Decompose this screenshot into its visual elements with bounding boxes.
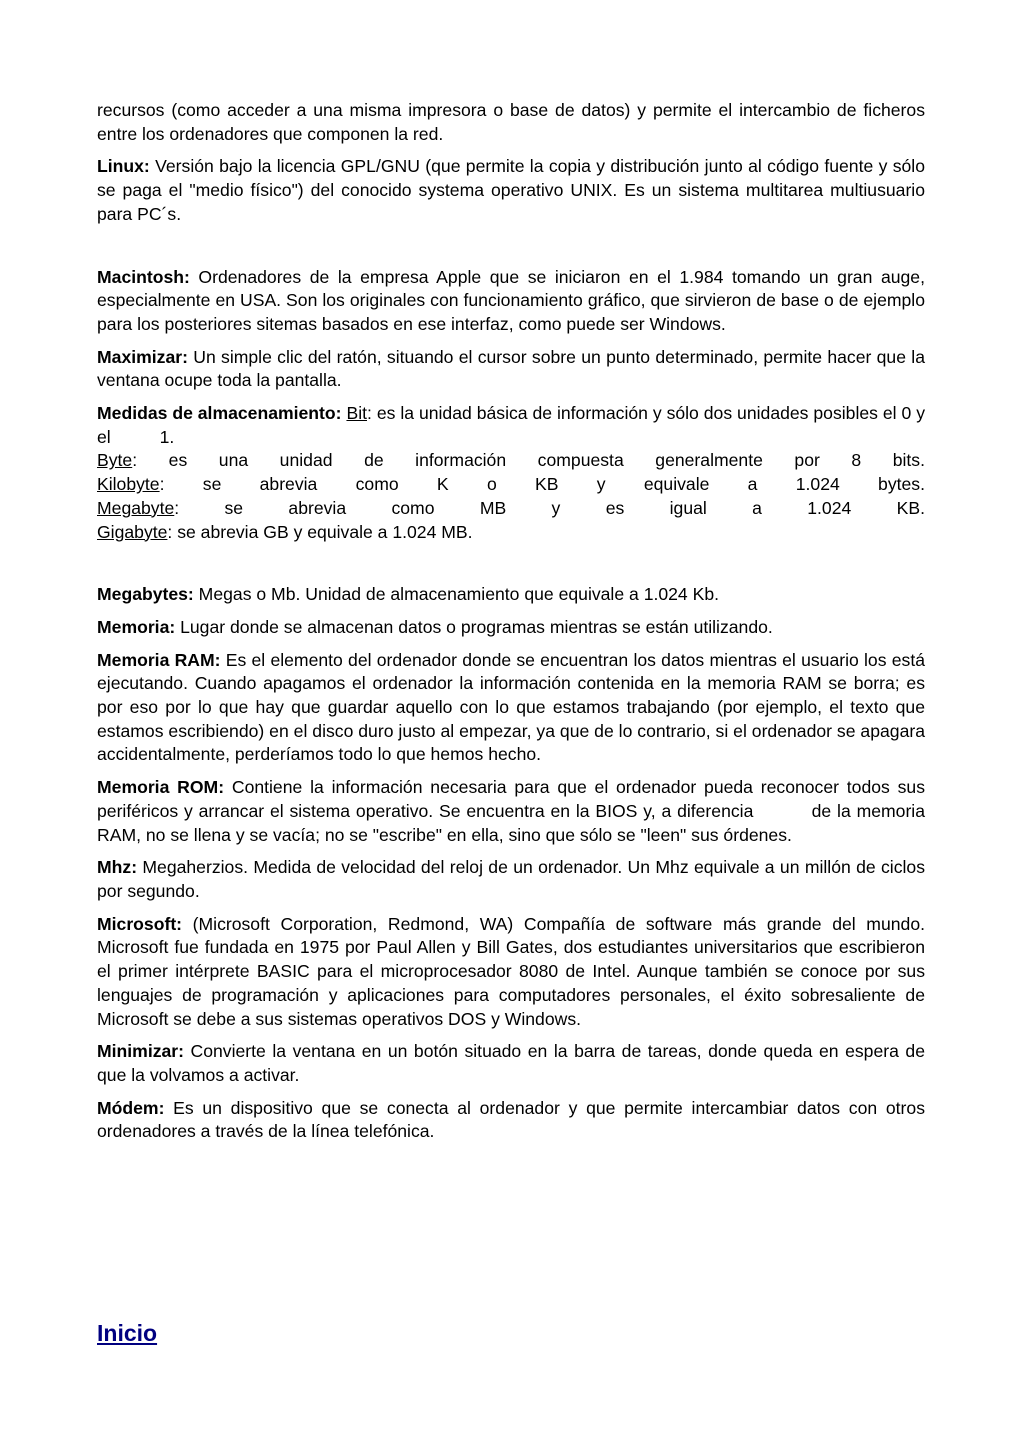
- entry-definition: Un simple clic del ratón, situando el cursor sobre un punto determinado, permite hacer que la ventana ocupe toda la pantalla.: [97, 346, 925, 391]
- entry-term: Mhz:: [97, 857, 138, 878]
- entry-term: Memoria:: [97, 616, 176, 637]
- entry-memoria-ram: [97, 649, 925, 768]
- entry-macintosh: [97, 266, 925, 337]
- entry-medidas: [97, 402, 930, 544]
- entry-memoria-rom: [97, 776, 930, 847]
- unit-gigabyte-def: : se abrevia GB y equivale a 1.024 MB.: [167, 521, 473, 542]
- entry-maximizar: [97, 346, 925, 393]
- entry-term: Módem:: [97, 1097, 165, 1118]
- entry-definition: Lugar donde se almacenan datos o programas mientras se están utilizando.: [175, 616, 773, 637]
- entry-mhz: [97, 856, 925, 903]
- entry-minimizar: [97, 1040, 925, 1087]
- unit-megabyte-def: : se abrevia como MB y es igual a 1.024 KB.: [174, 497, 925, 518]
- entry-term: Memoria ROM:: [97, 777, 225, 798]
- entry-definition: Versión bajo la licencia GPL/GNU (que permite la copia y distribución junto al código fuente y sólo se paga el "medio físico") del conocido systema operativo UNIX. Es un sistema multitarea multiusuario para PC´s.: [97, 156, 925, 224]
- entry-term: Linux:: [97, 156, 150, 177]
- unit-byte-line: [97, 449, 925, 473]
- entry-definition: Es el elemento del ordenador donde se encuentran los datos mientras el usuario los está ejecutando. Cuando apagamos el ordenador la información contenida en la memoria RAM se borra; es por eso por lo que hay que guardar aquello con lo que estamos trabajando (por ejemplo, el texto que estamos escribiendo) en el disco duro justo al empezar, ya que de lo contrario, si el ordenador se apagara accidentalmente, perderíamos todo lo que hemos hecho.: [97, 649, 925, 765]
- home-link[interactable]: Inicio: [97, 1320, 158, 1346]
- intro-text: recursos (como acceder a una misma impresora o base de datos) y permite el intercambio de ficheros entre los ordenadores que componen la red.: [97, 100, 925, 144]
- unit-megabyte-line: [97, 497, 925, 521]
- intro-paragraph: [97, 99, 925, 146]
- entry-definition: Es un dispositivo que se conecta al ordenador y que permite intercambiar datos con otros ordenadores a través de la línea telefónica.: [97, 1097, 925, 1142]
- entry-term: Macintosh:: [97, 266, 190, 287]
- unit-gigabyte-line: [97, 521, 925, 545]
- entry-definition: Megaherzios. Medida de velocidad del reloj de un ordenador. Un Mhz equivale a un millón de ciclos por segundo.: [97, 857, 925, 901]
- entry-memoria: [97, 616, 925, 640]
- entry-definition: Megas o Mb. Unidad de almacenamiento que equivale a 1.024 Kb.: [193, 584, 720, 605]
- entry-term: Minimizar:: [97, 1041, 184, 1062]
- entry-microsoft: [97, 913, 925, 1032]
- entry-definition: Ordenadores de la empresa Apple que se iniciaron en el 1.984 tomando un gran auge, especialmente en USA. Son los originales con funcionamiento gráfico, que sirvieron de base o de ejemplo para los posteriores sitemas basados en ese interfaz, como puede ser Windows.: [97, 266, 925, 334]
- unit-gigabyte-label: Gigabyte: [97, 521, 168, 542]
- entry-term: Medidas de almacenamiento:: [97, 403, 342, 424]
- entry-linux: [97, 155, 925, 226]
- unit-kilobyte-label: Kilobyte: [97, 474, 160, 495]
- unit-megabyte-label: Megabyte: [97, 497, 175, 518]
- entry-definition: Convierte la ventana en un botón situado en la barra de tareas, donde queda en espera de que la volvamos a activar.: [97, 1041, 925, 1085]
- unit-kilobyte-def: : se abrevia como K o KB y equivale a 1.024 bytes.: [159, 474, 925, 495]
- entry-term: Maximizar:: [97, 346, 188, 367]
- entry-definition: Contiene la información necesaria para que el ordenador pueda reconocer todos sus periféricos y arrancar el sistema operativo. Se encuentra en la BIOS y, a diferencia de la memoria RAM, no se llena y se vacía; no se "escribe" en ella, sino que sólo se "leen" sus órdenes.: [97, 777, 930, 845]
- unit-byte-label: Byte: [97, 450, 133, 471]
- unit-byte-def: : es una unidad de información compuesta generalmente por 8 bits.: [132, 450, 925, 471]
- entry-term: Microsoft:: [97, 913, 183, 934]
- entry-definition: (Microsoft Corporation, Redmond, WA) Compañía de software más grande del mundo. Microsoft fue fundada en 1975 por Paul Allen y Bill Gates, dos estudiantes universitarios que escribieron el primer intérprete BASIC para el microprocesador 8080 de Intel. Aunque también se conoce por sus lenguajes de programación y aplicaciones para computadores personales, el éxito sobresaliente de Microsoft se debe a sus sistemas operativos DOS y Windows.: [97, 913, 925, 1029]
- glossary-page: [97, 99, 930, 1153]
- entry-term: Megabytes:: [97, 584, 194, 605]
- unit-kilobyte-line: [97, 473, 925, 497]
- entry-modem: [97, 1097, 925, 1144]
- unit-bit-def: : es la unidad básica de información y sólo dos unidades posibles el 0 y el 1.: [97, 403, 930, 447]
- entry-megabytes: [97, 583, 925, 607]
- entry-term: Memoria RAM:: [97, 649, 221, 670]
- unit-bit-label: Bit: [346, 403, 367, 424]
